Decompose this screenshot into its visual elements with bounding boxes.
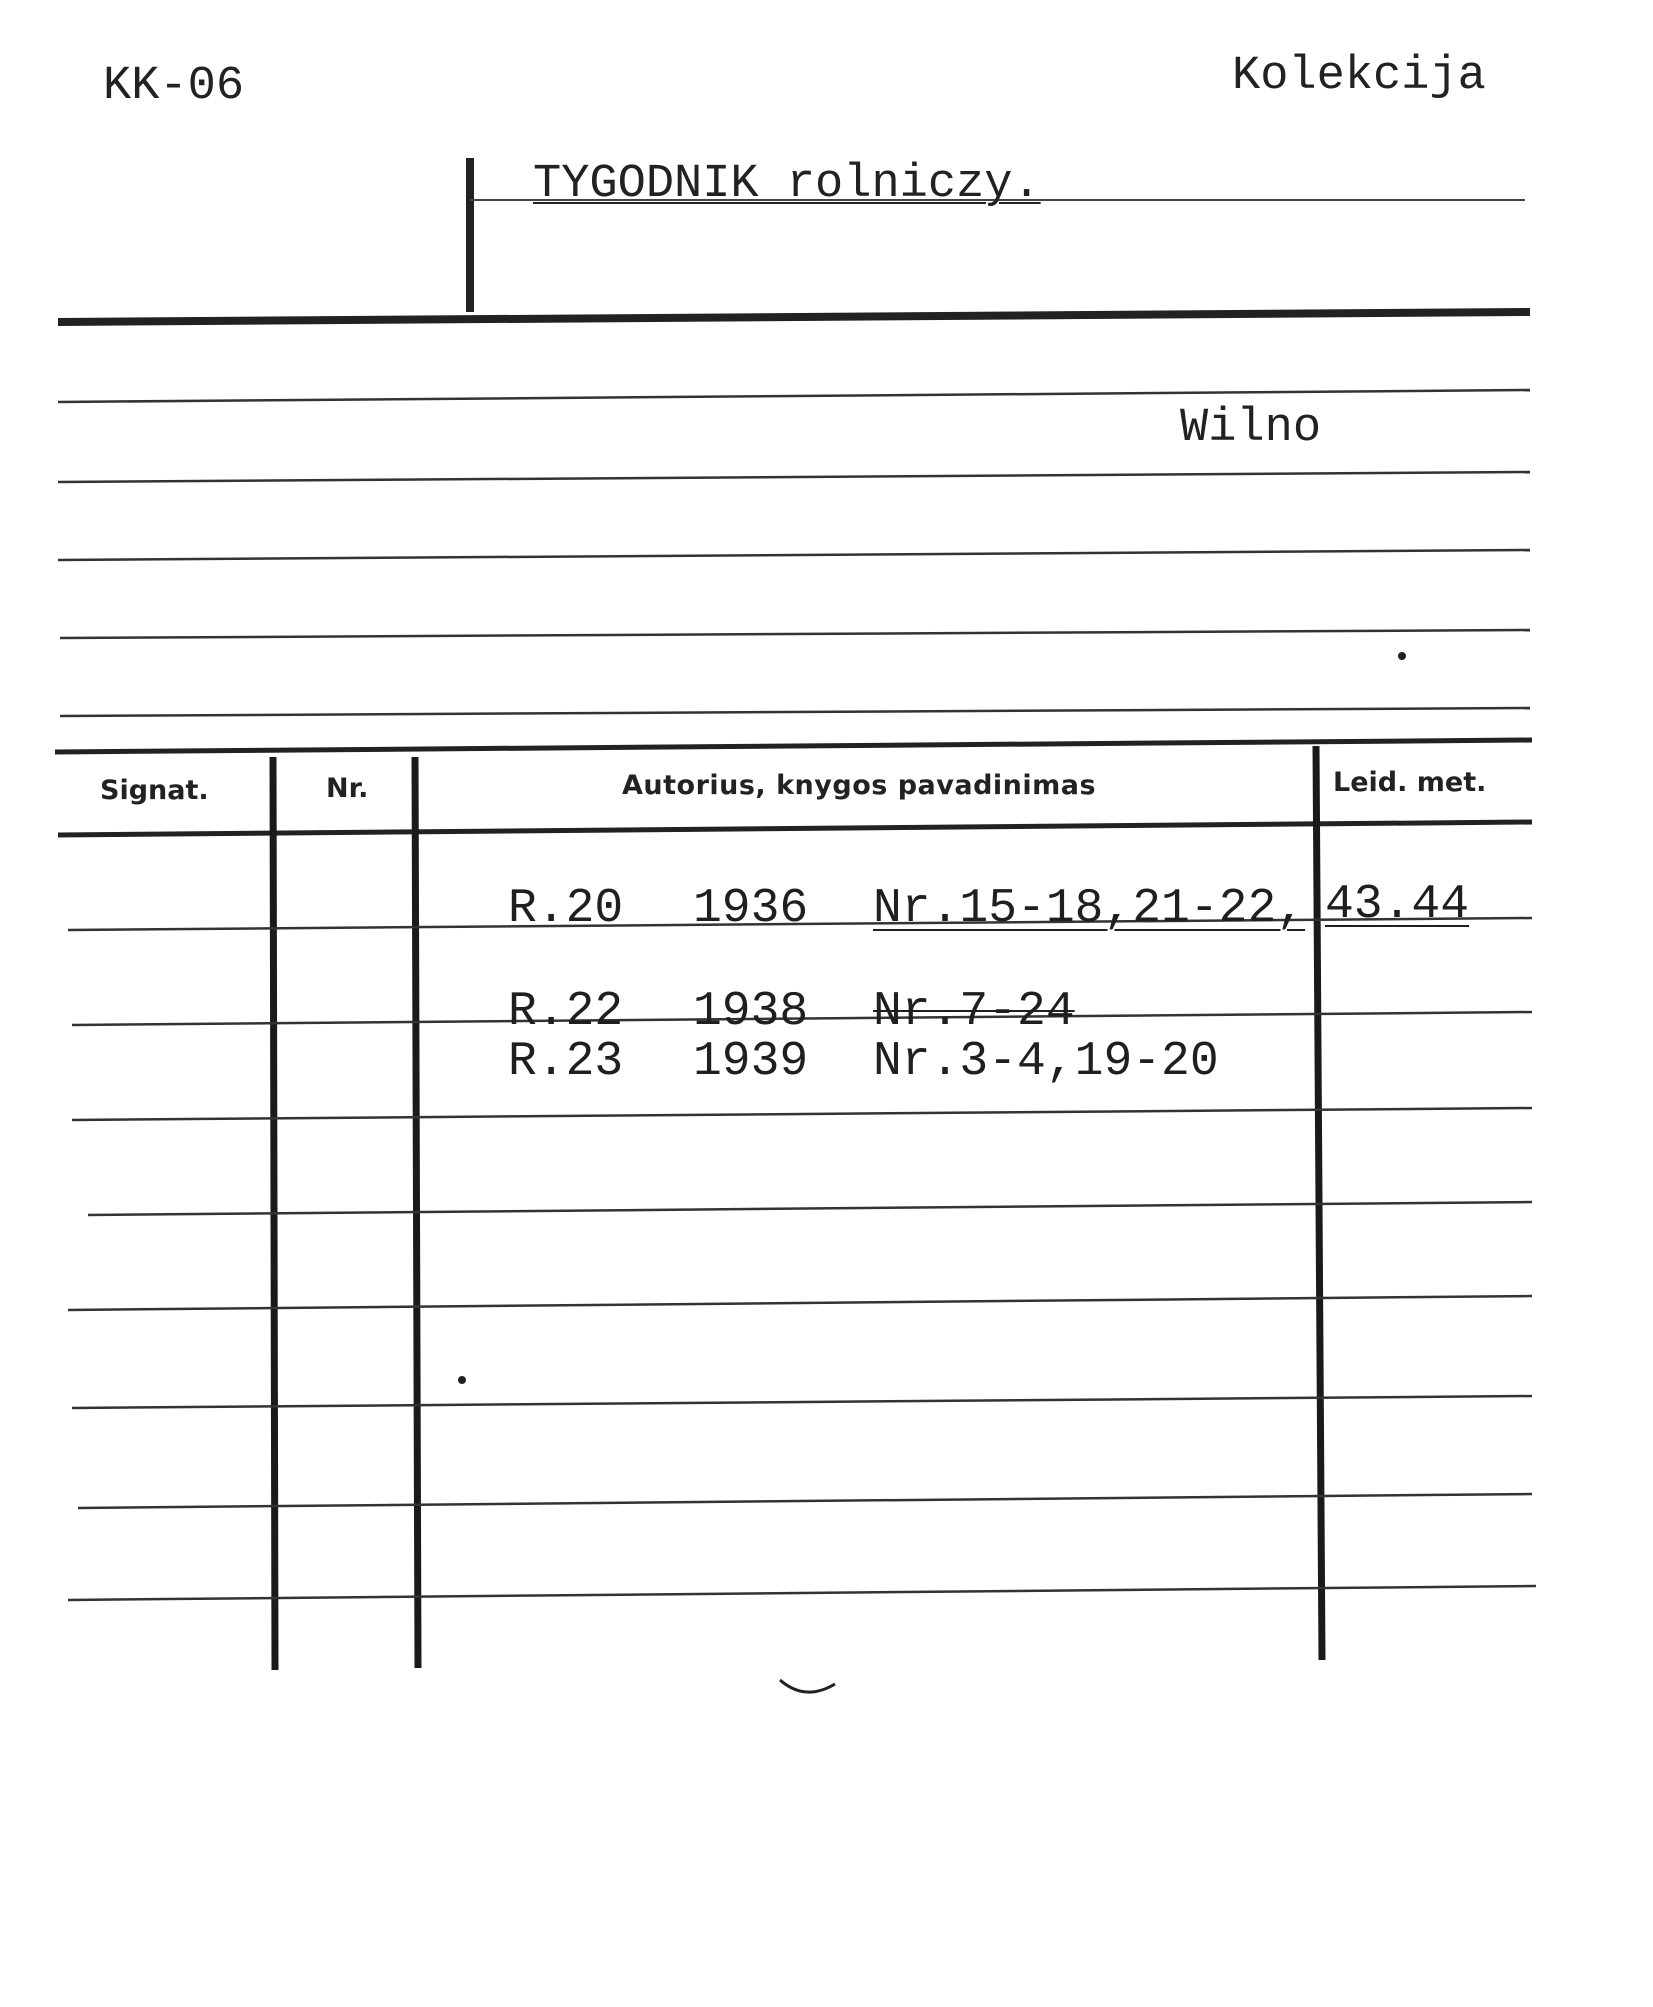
entry-volume: R.23 <box>508 1035 624 1089</box>
entry-volume: R.20 <box>508 882 624 936</box>
entry-year: 1938 <box>693 985 809 1039</box>
entry-volume: R.22 <box>508 985 624 1039</box>
publication-place: Wilno <box>1180 402 1322 455</box>
entry-year: 1939 <box>693 1035 809 1089</box>
holding-entry <box>508 1035 1219 1089</box>
publication-title: TYGODNIK rolniczy. <box>533 158 1041 211</box>
holding-entry <box>508 985 1075 1039</box>
collection-label: Kolekcija <box>1232 50 1486 103</box>
holding-entry <box>508 882 1305 936</box>
entry-numbers: Nr.3-4,19-20 <box>873 1035 1219 1089</box>
card-code: KK-06 <box>103 60 245 113</box>
entry-year: 1936 <box>693 882 809 936</box>
entry-numbers: Nr.7-24 <box>873 985 1075 1039</box>
entry-numbers: Nr.15-18,21-22, <box>873 882 1306 936</box>
column-header-author-title: Autorius, knygos pavadinimas <box>622 770 1097 801</box>
column-header-nr: Nr. <box>326 773 369 804</box>
column-header-year: Leid. met. <box>1333 767 1487 798</box>
entry-numbers-continued: 43.44 <box>1325 878 1470 932</box>
column-header-signat: Signat. <box>100 775 209 806</box>
